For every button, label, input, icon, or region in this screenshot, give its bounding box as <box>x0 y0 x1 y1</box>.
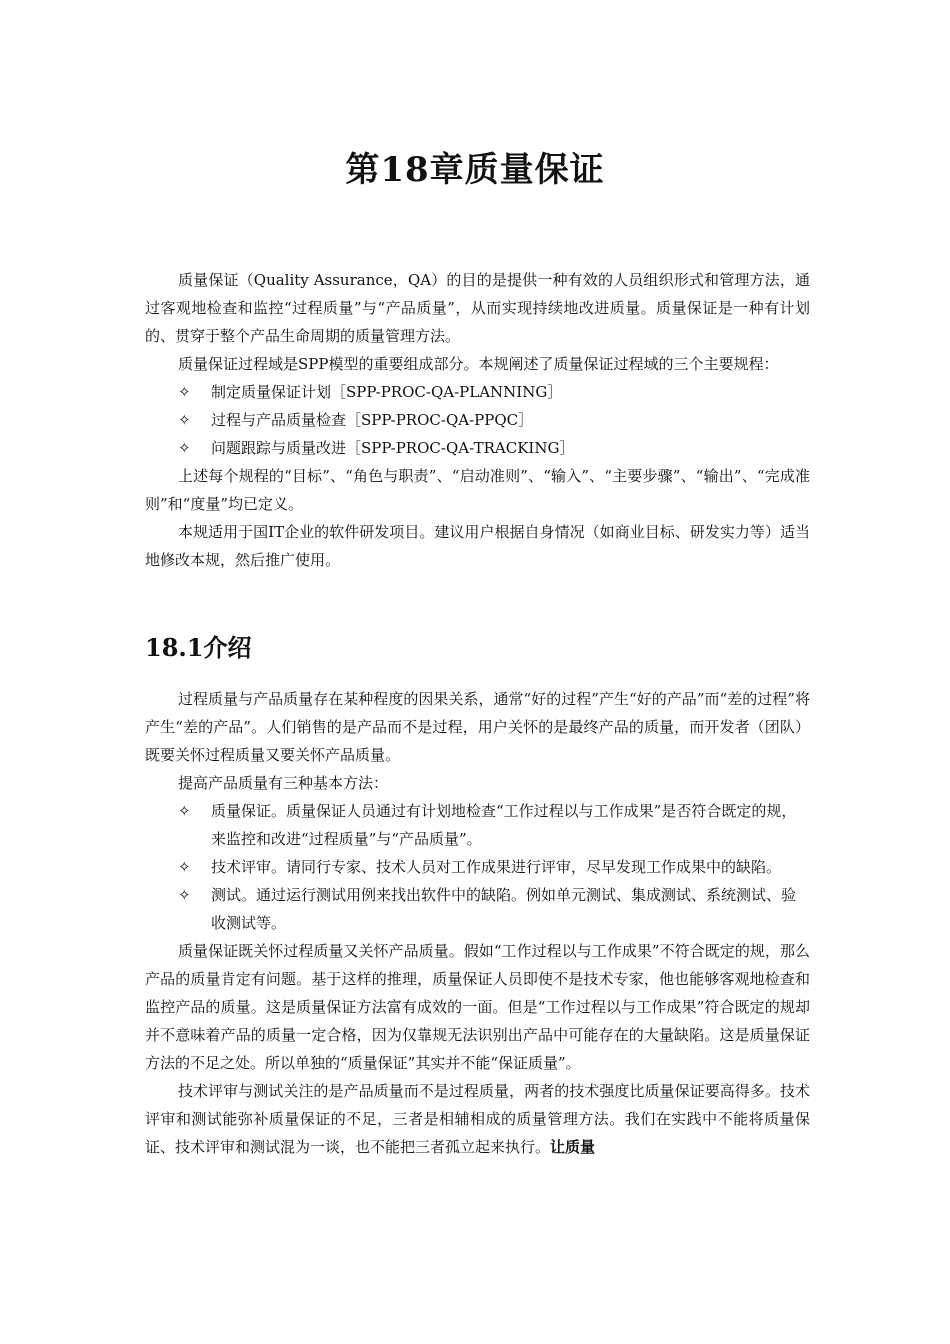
section-paragraph-4 <box>145 1077 810 1161</box>
diamond-bullet-icon: ✧ <box>178 858 191 876</box>
section-body <box>145 685 810 1161</box>
procedure-item <box>145 378 810 406</box>
diamond-bullet-icon: ✧ <box>178 383 191 401</box>
section-paragraph-4-bold: 让质量 <box>550 1138 596 1156</box>
method-item <box>145 881 810 937</box>
diamond-bullet-icon: ✧ <box>178 886 191 904</box>
diamond-bullet-icon: ✧ <box>178 411 191 429</box>
procedure-text: 制定质量保证计划［SPP-PROC-QA-PLANNING］ <box>211 383 563 401</box>
procedure-text: 过程与产品质量检查［SPP-PROC-QA-PPQC］ <box>211 411 534 429</box>
intro-paragraph-3: 上述每个规程的“目标”、“角色与职责”、“启动准则”、“输入”、“主要步骤”、“输出”、“完成准则”和“度量”均已定义。 <box>145 467 810 513</box>
method-text: 技术评审。请同行专家、技术人员对工作成果进行评审，尽早发现工作成果中的缺陷。 <box>211 858 782 876</box>
method-item <box>145 797 810 853</box>
intro-paragraph-1: 质量保证（Quality Assurance，QA）的目的是提供一种有效的人员组织形式和管理方法，通过客观地检查和监控“过程质量”与“产品质量”，从而实现持续地改进质量。质量保证是一种有计划的、贯穿于整个产品生命周期的质量管理方法。 <box>145 271 810 345</box>
chapter-intro <box>145 266 810 574</box>
diamond-bullet-icon: ✧ <box>178 439 191 457</box>
intro-paragraph-4: 本规适用于国IT企业的软件研发项目。建议用户根据自身情况（如商业目标、研发实力等）适当地修改本规，然后推广使用。 <box>145 523 810 569</box>
method-item <box>145 853 810 881</box>
diamond-bullet-icon: ✧ <box>178 802 191 820</box>
procedure-item <box>145 406 810 434</box>
procedure-text: 问题跟踪与质量改进［SPP-PROC-QA-TRACKING］ <box>211 439 575 457</box>
section-paragraph-3: 质量保证既关怀过程质量又关怀产品质量。假如“工作过程以与工作成果”不符合既定的规，那么产品的质量肯定有问题。基于这样的推理，质量保证人员即使不是技术专家，他也能够客观地检查和监控产品的质量。这是质量保证方法富有成效的一面。但是“工作过程以与工作成果”符合既定的规却并不意味着产品的质量一定合格，因为仅靠规无法识别出产品中可能存在的大量缺陷。这是质量保证方法的不足之处。所以单独的“质量保证”其实并不能“保证质量”。 <box>145 942 810 1072</box>
intro-paragraph-2: 质量保证过程域是SPP模型的重要组成部分。本规阐述了质量保证过程域的三个主要规程： <box>178 355 779 373</box>
section-heading: 18.1介绍 <box>145 633 252 662</box>
section-paragraph-1: 过程质量与产品质量存在某种程度的因果关系，通常“好的过程”产生“好的产品”而“差的过程”将产生“差的产品”。人们销售的是产品而不是过程，用户关怀的是最终产品的质量，而开发者（团队）既要关怀过程质量又要关怀产品质量。 <box>145 690 810 764</box>
procedure-item <box>145 434 810 462</box>
section-paragraph-2: 提高产品质量有三种基本方法： <box>178 774 389 792</box>
method-text: 质量保证。质量保证人员通过有计划地检查“工作过程以与工作成果”是否符合既定的规，来监控和改进“过程质量”与“产品质量”。 <box>211 802 797 848</box>
section-paragraph-4-text: 技术评审与测试关注的是产品质量而不是过程质量，两者的技术强度比质量保证要高得多。技术评审和测试能弥补质量保证的不足，三者是相辅相成的质量管理方法。我们在实践中不能将质量保证、技术评审和测试混为一谈，也不能把三者孤立起来执行。 <box>145 1082 810 1156</box>
chapter-title: 第18章质量保证 <box>345 150 605 190</box>
method-text: 测试。通过运行测试用例来找出软件中的缺陷。例如单元测试、集成测试、系统测试、验收测试等。 <box>211 886 797 932</box>
